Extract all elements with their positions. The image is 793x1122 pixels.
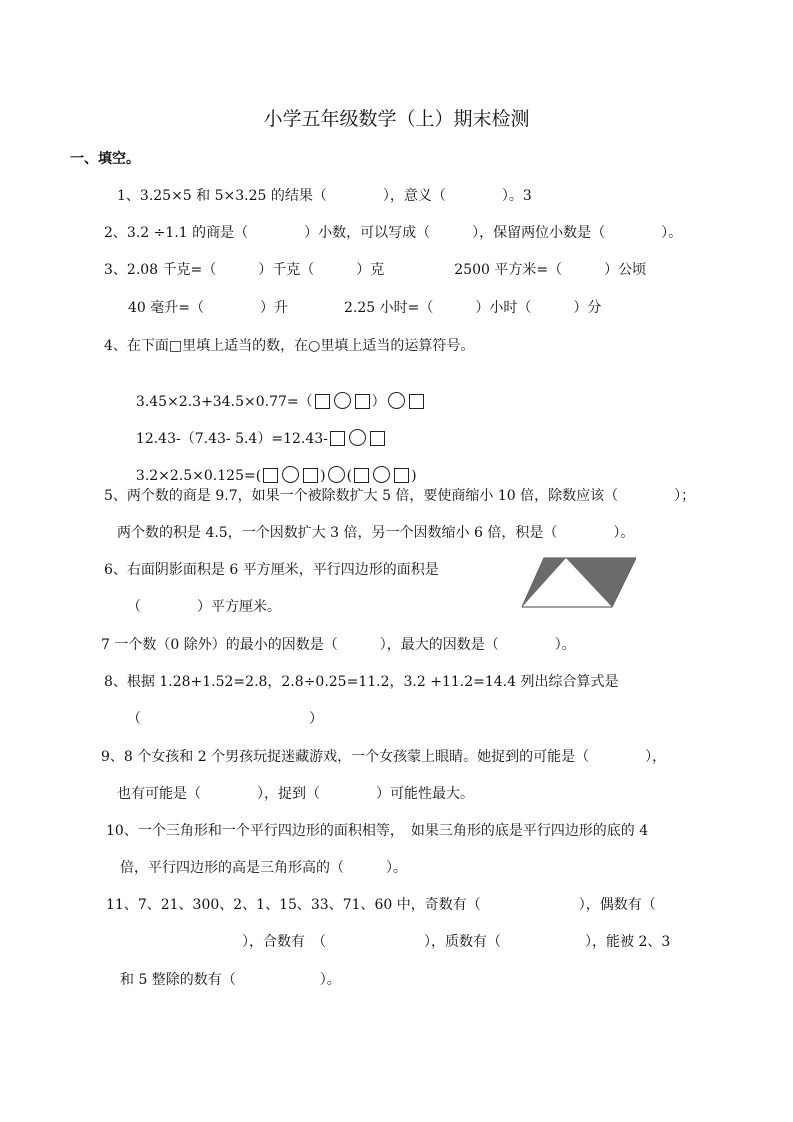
- question-5-line-1: 5、两个数的商是 9.7，如果一个被除数扩大 5 倍，要使商缩小 10 倍，除数应该（ ）；: [104, 488, 696, 504]
- question-2: 2、3.2 ÷1.1 的商是（ ）小数，可以写成（ ），保留两位小数是（ ）。: [104, 225, 683, 241]
- question-6-line-2: （ ）平方厘米。: [127, 599, 281, 615]
- question-3-line-2: 40 毫升=（ ）升 2.25 小时=（ ）小时（ ）分: [128, 300, 602, 316]
- question-6-line-1: 6、右面阴影面积是 6 平方厘米，平行四边形的面积是: [104, 562, 439, 578]
- question-11-line-1: 11、7、21、300、2、1、15、33、71、60 中，奇数有（ ），偶数有（: [106, 897, 656, 913]
- question-4c-paren: ): [320, 468, 326, 484]
- answer-box[interactable]: [263, 468, 278, 483]
- operator-circle[interactable]: [349, 429, 366, 446]
- page-title: 小学五年级数学（上）期末检测: [263, 108, 530, 130]
- operator-circle[interactable]: [373, 466, 390, 483]
- question-5-line-2: 两个数的积是 4.5，一个因数扩大 3 倍，另一个因数缩小 6 倍，积是（ ）。: [117, 525, 635, 541]
- operator-circle[interactable]: [334, 392, 351, 409]
- question-11-line-3: 和 5 整除的数有（ ）。: [120, 972, 341, 988]
- answer-box[interactable]: [355, 394, 370, 409]
- answer-box[interactable]: [303, 468, 318, 483]
- question-4c: [127, 448, 417, 485]
- question-10-line-1: 10、一个三角形和一个平行四边形的面积相等， 如果三角形的底是平行四边形的底的 4: [106, 823, 649, 839]
- answer-box[interactable]: [409, 394, 424, 409]
- question-9-line-2: 也有可能是（ ），捉到（ ）可能性最大。: [117, 786, 474, 802]
- operator-circle[interactable]: [282, 466, 299, 483]
- parallelogram-figure: [522, 557, 636, 609]
- answer-box[interactable]: [370, 431, 385, 446]
- answer-box[interactable]: [394, 468, 409, 483]
- question-8-line-2: （ ）: [127, 711, 323, 727]
- question-7: 7 一个数（0 除外）的最小的因数是（ ），最大的因数是（ ）。: [101, 637, 576, 653]
- operator-circle[interactable]: [388, 392, 405, 409]
- question-8-line-1: 8、根据 1.28+1.52=2.8，2.8÷0.25=11.2，3.2 +11.2=14.4 列出综合算式是: [104, 674, 619, 690]
- question-4a-expression: 3.45×2.3+34.5×0.77=（: [135, 394, 313, 410]
- answer-box[interactable]: [354, 468, 369, 483]
- question-4c-expression: 3.2×2.5×0.125=(: [135, 468, 262, 484]
- question-4a-close: ）: [371, 394, 386, 410]
- question-10-line-2: 倍，平行四边形的高是三角形高的（ ）。: [120, 860, 407, 876]
- question-4b-expression: 12.43-（7.43- 5.4）=12.43-: [135, 431, 328, 447]
- question-4a: [127, 374, 426, 411]
- section-heading: 一、填空。: [70, 151, 140, 167]
- question-3-line-1: 3、2.08 千克=（ ）千克（ ）克 2500 平方米=（ ）公顷: [104, 262, 647, 278]
- question-4: 4、在下面□里填上适当的数，在○里填上适当的运算符号。: [104, 338, 475, 354]
- question-9-line-1: 9、8 个女孩和 2 个男孩玩捉迷藏游戏，一个女孩蒙上眼睛。她捉到的可能是（ ），: [101, 749, 667, 765]
- answer-box[interactable]: [330, 431, 345, 446]
- answer-box[interactable]: [315, 394, 330, 409]
- question-4c-paren: (: [346, 468, 353, 484]
- question-1: 1、3.25×5 和 5×3.25 的结果（ ），意义（ ）。3: [117, 188, 532, 204]
- question-4b: [127, 411, 387, 448]
- question-11-line-2: ），合数有 （ ），质数有（ ），能被 2、3: [214, 934, 671, 950]
- operator-circle[interactable]: [328, 466, 345, 483]
- question-4c-paren: ): [411, 468, 417, 484]
